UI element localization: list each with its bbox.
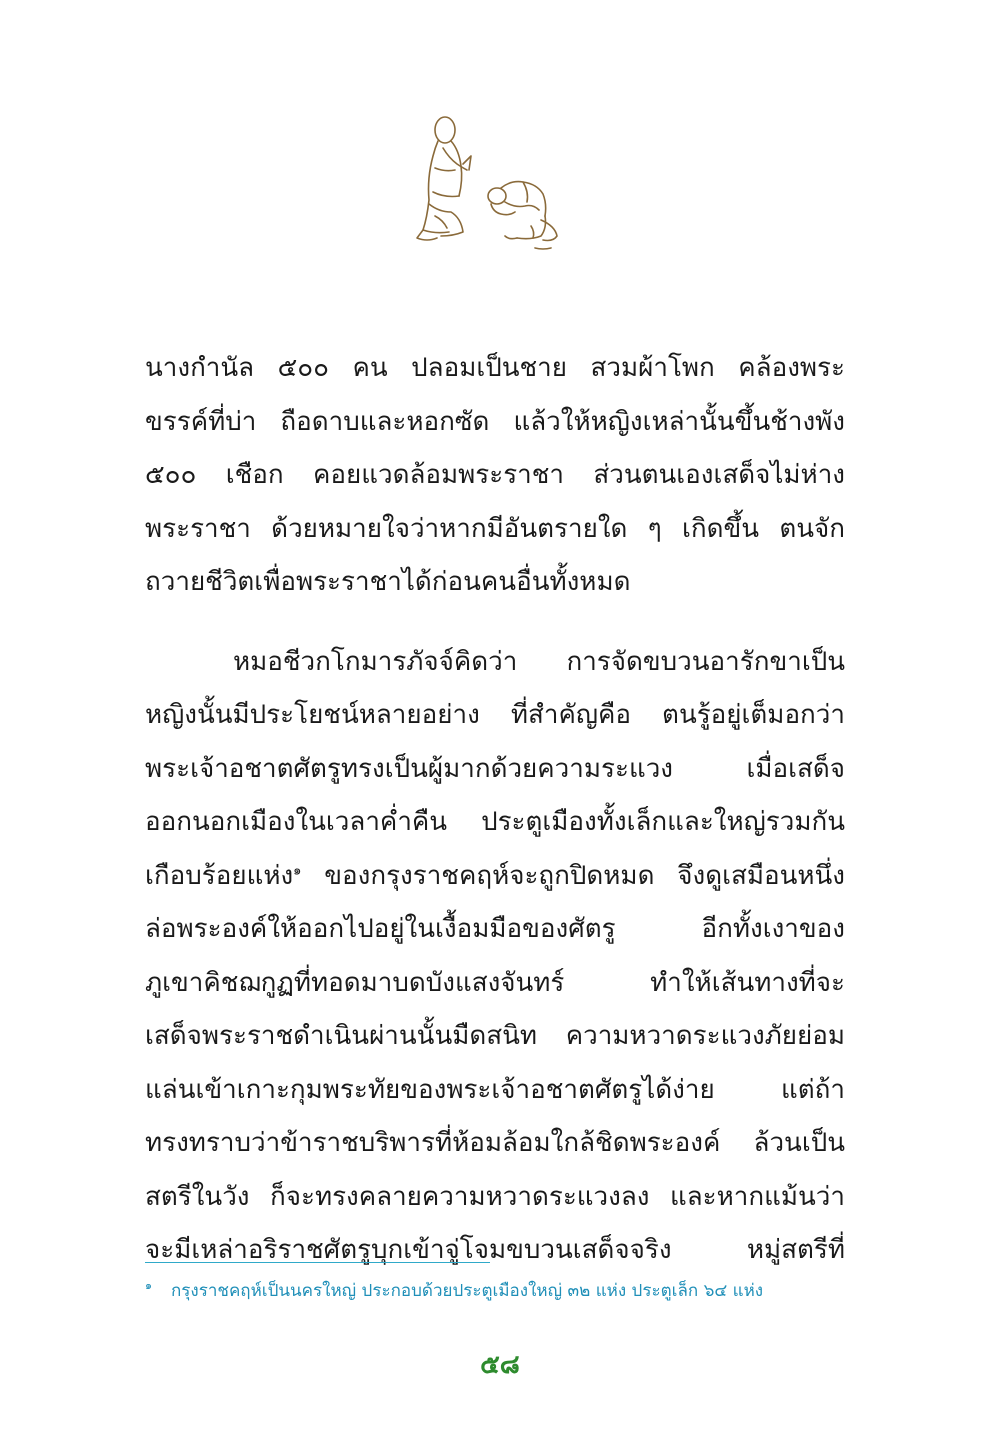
paragraph2-line: แล่นเข้าเกาะกุมพระทัยของพระเจ้าอชาตศัตรูได้ง่าย แต่ถ้า [145, 1074, 845, 1105]
paragraph1-line: พระราชา ด้วยหมายใจว่าหากมีอันตรายใด ๆ เกิดขึ้น ตนจัก [145, 513, 845, 544]
paragraph1-line: ขรรค์ที่บ่า ถือดาบและหอกซัด แล้วให้หญิงเหล่านั้นขึ้นช้างพัง [145, 406, 845, 437]
footnote-divider [145, 1262, 490, 1263]
paragraph2-line-with-footnote-ref [145, 850, 845, 904]
footnote-mark: ๑ [145, 1279, 152, 1292]
line-text-before-ref: เกือบร้อยแห่ง [145, 860, 294, 891]
paragraph2-line: เสด็จพระราชดำเนินผ่านนั้นมืดสนิท ความหวาดระแวงภัยย่อม [145, 1021, 845, 1051]
paragraph2-line: หมอชีวกโกมารภัจจ์คิดว่า การจัดขบวนอารักขาเป็น [233, 646, 845, 677]
monk-and-kneeling-figure-illustration-icon [405, 108, 565, 258]
paragraph2-line: จะมีเหล่าอริราชศัตรูบุกเข้าจู่โจมขบวนเสด็จจริง หมู่สตรีที่ [145, 1235, 845, 1265]
paragraph1-line: ๕๐๐ เชือก คอยแวดล้อมพระราชา ส่วนตนเองเสด็จไม่ห่าง [145, 460, 845, 490]
paragraph2-line: ภูเขาคิชฌกูฏที่ทอดมาบดบังแสงจันทร์ ทำให้เส้นทางที่จะ [145, 967, 845, 998]
line-text-after-ref: ของกรุงราชคฤห์จะถูกปิดหมด จึงดูเสมือนหนึ่ง [301, 860, 845, 891]
paragraph2-line: ทรงทราบว่าข้าราชบริพารที่ห้อมล้อมใกล้ชิดพระองค์ ล้วนเป็น [145, 1128, 845, 1158]
paragraph2-line: หญิงนั้นมีประโยชน์หลายอย่าง ที่สำคัญคือ ตนรู้อยู่เต็มอกว่า [145, 700, 845, 730]
body-text [145, 342, 845, 1278]
paragraph2-line: สตรีในวัง ก็จะทรงคลายความหวาดระแวงลง และหากแม้นว่า [145, 1181, 845, 1212]
paragraph2-line: ล่อพระองค์ให้ออกไปอยู่ในเงื้อมมือของศัตรู อีกทั้งเงาของ [145, 914, 845, 944]
footnote-reference[interactable]: ๑ [293, 862, 302, 878]
page-number: ๕๘ [480, 1350, 520, 1380]
paragraph2-line: พระเจ้าอชาตศัตรูทรงเป็นผู้มากด้วยความระแวง เมื่อเสด็จ [145, 753, 845, 784]
paragraph1-line: นางกำนัล ๕๐๐ คน ปลอมเป็นชาย สวมผ้าโพก คล้องพระ [145, 353, 845, 383]
paragraph1-line: ถวายชีวิตเพื่อพระราชาได้ก่อนคนอื่นทั้งหมด [145, 567, 631, 597]
paragraph2-line: ออกนอกเมืองในเวลาค่ำคืน ประตูเมืองทั้งเล็กและใหญ่รวมกัน [145, 807, 845, 837]
footnote-text: กรุงราชคฤห์เป็นนครใหญ่ ประกอบด้วยประตูเมืองใหญ่ ๓๒ แห่ง ประตูเล็ก ๖๔ แห่ง [171, 1281, 764, 1301]
footnote [145, 1278, 845, 1304]
